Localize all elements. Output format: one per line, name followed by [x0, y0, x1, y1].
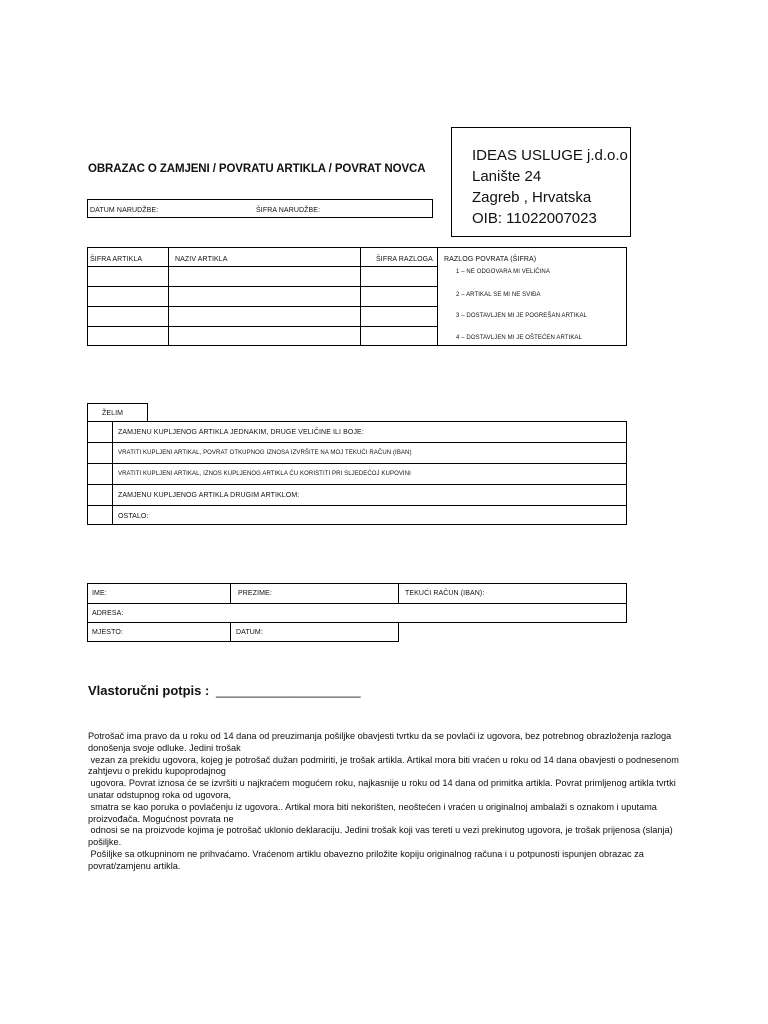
reason-4: 4 – DOSTAVLJEN MI JE OŠTEĆEN ARTIKAL [456, 335, 582, 341]
order-date-field[interactable] [150, 201, 250, 216]
reason-code-cell-2[interactable] [361, 287, 437, 306]
article-name-cell-3[interactable] [169, 307, 360, 326]
wish-checkbox-2[interactable] [88, 443, 112, 463]
name-label: IME: [92, 590, 107, 597]
address-label: ADRESA: [92, 610, 124, 617]
terms-line: donošenja svoje odluke. Jedini trošak [88, 742, 241, 753]
surname-label: PREZIME: [238, 590, 272, 597]
iban-label: TEKUĆI RAČUN (IBAN): [405, 590, 485, 597]
date-label: DATUM: [236, 629, 263, 636]
article-code-cell-3[interactable] [88, 307, 168, 326]
date-field[interactable] [270, 623, 398, 641]
reason-code-cell-1[interactable] [361, 267, 437, 286]
col-reason-code: ŠIFRA RAZLOGA [376, 256, 433, 263]
terms-line: ugovora. Povrat iznosa će se izvršiti u najkraćem mogućem roku, najkasnije u roku od 14 dana od primitka artikla. Povrat primljenog artikla tvrtki [88, 778, 676, 789]
company-city: Zagreb , Hrvatska [472, 189, 592, 206]
order-number-field[interactable] [320, 201, 430, 216]
terms-line: proizvođača. Mogućnost povrata ne [88, 813, 234, 824]
order-date-label: DATUM NARUDŽBE: [90, 207, 159, 214]
iban-field[interactable] [490, 584, 626, 603]
wish-checkbox-3[interactable] [88, 464, 112, 484]
place-field[interactable] [122, 623, 229, 641]
article-code-cell-2[interactable] [88, 287, 168, 306]
reason-1: 1 – NE ODGOVARA MI VELIČINA [456, 269, 550, 275]
reason-3: 3 – DOSTAVLJEN MI JE POGREŠAN ARTIKAL [456, 313, 588, 319]
terms-line: pošiljke. [88, 837, 122, 848]
terms-line: unatar odstupnog roka od ugovora, [88, 789, 232, 800]
article-code-cell-4[interactable] [88, 327, 168, 346]
article-name-cell-4[interactable] [169, 327, 360, 346]
name-field[interactable] [112, 584, 229, 603]
col-article-code: ŠIFRA ARTIKLA [90, 256, 143, 263]
wish-option-1: ZAMJENU KUPLJENOG ARTIKLA JEDNAKIM, DRUGE VELIČINE ILI BOJE: [118, 429, 364, 436]
address-field[interactable] [130, 604, 626, 622]
reason-code-cell-4[interactable] [361, 327, 437, 346]
surname-field[interactable] [280, 584, 397, 603]
wish-option-4: ZAMJENU KUPLJENOG ARTIKLA DRUGIM ARTIKLOM: [118, 492, 300, 499]
article-name-cell-1[interactable] [169, 267, 360, 286]
company-street: Lanište 24 [472, 168, 542, 185]
form-title: OBRAZAC O ZAMJENI / POVRATU ARTIKLA / POVRAT NOVCA [88, 163, 426, 175]
article-code-cell-1[interactable] [88, 267, 168, 286]
terms-line: vezan za prekidu ugovora, kojeg je potrošač dužan podmiriti, je trošak artikla. Artikal mora biti vraćen u roku od 14 dana obavjesti o podnesenom [88, 754, 679, 765]
wish-label: ŽELIM [102, 410, 124, 417]
company-oib: OIB: 11022007023 [472, 210, 597, 227]
terms-line: odnosi se na proizvode kojima je potrošač uklonio deklaraciju. Jedini trošak koji vas tereti u vezi prekinutog ugovora, je trošak prijenosa (slanja) [88, 825, 673, 836]
company-name: IDEAS USLUGE j.d.o.o [472, 147, 628, 164]
signature-label: Vlastoručni potpis : [88, 683, 210, 698]
wish-option-2: VRATITI KUPLJENI ARTIKAL, POVRAT OTKUPNOG IZNOSA IZVRŠITE NA MOJ TEKUĆI RAČUN (IBAN) [118, 450, 412, 456]
wish-option-3: VRATITI KUPLJENI ARTIKAL, IZNOS KUPLJENOG ARTIKLA ĆU KORISTITI PRI SLJEDEĆOJ KUPOVINI [118, 471, 411, 477]
signature-line[interactable]: ____________________ [216, 683, 361, 698]
place-label: MJESTO: [92, 629, 123, 636]
terms-line: Potrošač ima pravo da u roku od 14 dana od preuzimanja pošiljke obavjesti tvrtku da se povlači iz ugovora, bez potrebnog obrazloženja razloga [88, 731, 672, 741]
wish-checkbox-4[interactable] [88, 485, 112, 505]
col-article-name: NAZIV ARTIKLA [175, 256, 228, 263]
terms-line: zahtjevu o prekidu kupoprodajnog [88, 766, 226, 777]
terms-paragraph [88, 731, 728, 873]
wish-option-5: OSTALO: [118, 513, 149, 520]
reason-code-cell-3[interactable] [361, 307, 437, 326]
reason-2: 2 – ARTIKAL SE MI NE SVIĐA [456, 292, 541, 298]
article-name-cell-2[interactable] [169, 287, 360, 306]
order-number-label: ŠIFRA NARUDŽBE: [256, 207, 321, 214]
company-address-box [451, 127, 631, 237]
wish-checkbox-1[interactable] [88, 422, 112, 442]
terms-line: povrat/zamjenu artikla. [88, 860, 181, 871]
wish-checkbox-5[interactable] [88, 506, 112, 525]
terms-line: Pošiljke sa otkupninom ne prihvaćamo. Vraćenom artiklu obavezno priložite kopiju originalnog računa i u potpunosti ispunjen obrazac za [88, 848, 644, 859]
terms-line: smatra se kao poruka o povlačenju iz ugovora.. Artikal mora biti nekorišten, neoštećen i vraćen u originalnoj ambalaži s oznakom i uputama [88, 801, 657, 812]
col-return-reason: RAZLOG POVRATA (ŠIFRA) [444, 256, 537, 263]
